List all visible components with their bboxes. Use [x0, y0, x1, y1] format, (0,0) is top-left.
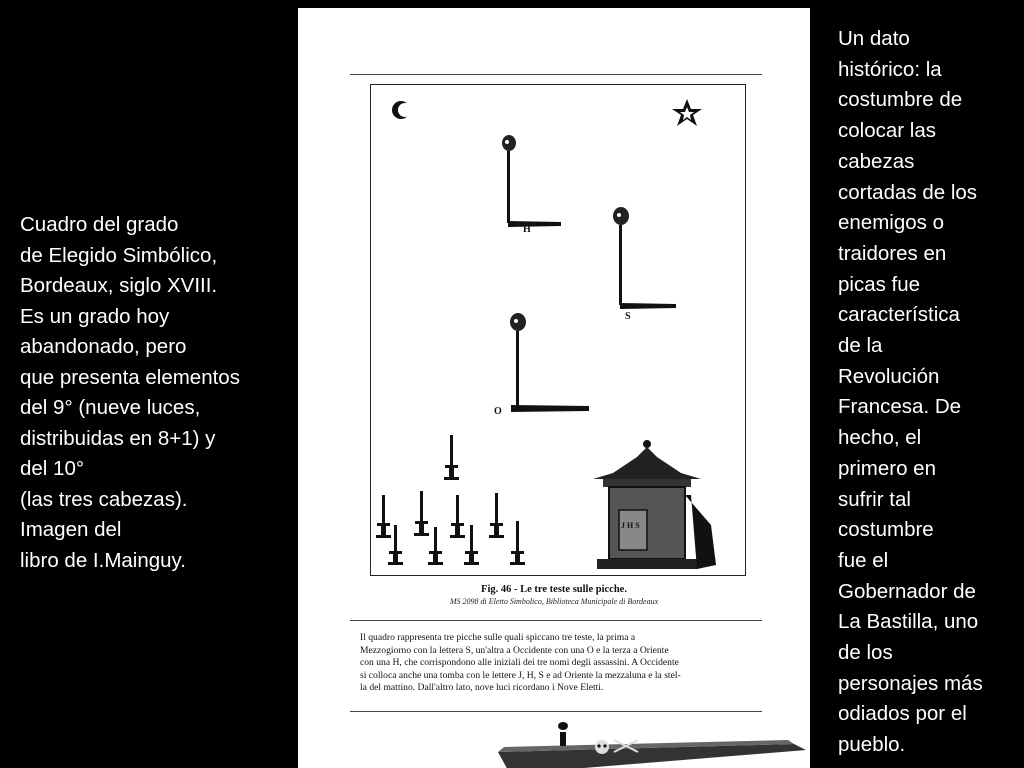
left-caption-line: distribuidas en 8+1) y: [20, 426, 216, 450]
candle: [464, 525, 479, 565]
left-caption-line: Bordeaux, siglo XVIII.: [20, 274, 218, 297]
right-caption-line: característica: [838, 303, 960, 327]
right-caption-line: personajes más: [838, 671, 983, 695]
right-caption-line: Francesa. De: [838, 395, 962, 419]
middle-rule: [350, 620, 762, 621]
left-caption-line: Es un grado hoy: [20, 304, 170, 328]
pike-letter-o: O: [494, 406, 502, 417]
candle: [489, 493, 504, 538]
morning-star-icon: [672, 99, 702, 126]
pike-letter-h: H: [523, 224, 531, 235]
body-line: la del mattino. Dall'altro lato, nove luci ricordano i Nove Eletti.: [360, 682, 604, 694]
right-caption-line: cabezas: [838, 149, 915, 173]
left-caption-line: que presenta elementos: [20, 365, 240, 389]
right-caption-line: de la: [838, 334, 883, 358]
right-caption-line: picas fue: [838, 272, 921, 296]
pike-letter-s: S: [625, 311, 631, 322]
pike-with-head-h: [502, 135, 561, 227]
right-caption: [838, 24, 1024, 761]
right-caption-line: La Bastilla, uno: [838, 610, 979, 634]
degree-tableau-figure: [370, 84, 746, 576]
right-caption-line: costumbre de: [838, 88, 963, 112]
right-caption-line: fue el: [838, 548, 889, 572]
right-caption-line: pueblo.: [838, 733, 906, 757]
nine-candles: [376, 435, 525, 565]
left-caption-line: Imagen del: [20, 518, 122, 541]
coffin-illustration: [488, 718, 808, 768]
left-caption: [20, 210, 300, 576]
left-caption-line: abandonado, pero: [20, 335, 187, 358]
candle: [376, 495, 391, 538]
right-caption-line: hecho, el: [838, 426, 922, 450]
candle: [428, 527, 443, 565]
candle: [444, 435, 459, 480]
candle: [450, 495, 465, 538]
right-caption-line: de los: [838, 641, 893, 665]
left-caption-line: Cuadro del grado: [20, 213, 179, 236]
left-caption-line: de Elegido Simbólico,: [20, 243, 218, 267]
right-caption-line: colocar las: [838, 119, 936, 143]
tableau-illustration: [371, 85, 745, 575]
pike-with-head-o: [510, 313, 589, 412]
right-caption-line: costumbre: [838, 518, 934, 542]
tomb-monument: [593, 440, 716, 569]
right-caption-line: odiados por el: [838, 702, 967, 726]
right-caption-line: Un dato: [838, 27, 910, 50]
candle: [510, 521, 525, 565]
pike-with-head-s: [613, 207, 676, 309]
candle: [388, 525, 403, 565]
body-line: Il quadro rappresenta tre picche sulle quali spiccano tre teste, la prima a: [360, 632, 636, 643]
right-caption-line: sufrir tal: [838, 487, 911, 511]
candle-on-coffin: [560, 732, 566, 746]
right-caption-line: enemigos o: [838, 211, 944, 235]
right-caption-line: traidores en: [838, 241, 947, 265]
book-page-scan: [298, 8, 810, 768]
candle: [414, 491, 429, 536]
right-caption-line: Gobernador de: [838, 579, 976, 603]
figure-source: MS 2098 di Eletto Simbolico, Biblioteca Municipale di Bordeaux: [449, 597, 659, 606]
page-body-text: [360, 632, 754, 695]
figure-caption: Fig. 46 - Le tre teste sulle picche.: [481, 584, 627, 595]
left-caption-line: del 10°: [20, 457, 85, 480]
tomb-letters: J H S: [621, 521, 640, 530]
body-line: con una H, che corrispondono alle iniziali dei tre nomi degli assassini. A Occidente: [360, 657, 679, 669]
crescent-moon-icon: [392, 101, 412, 119]
bottom-rule: [350, 711, 762, 712]
right-caption-line: histórico: la: [838, 57, 942, 81]
right-caption-line: cortadas de los: [838, 180, 978, 204]
right-caption-line: primero en: [838, 456, 936, 480]
left-caption-line: libro de I.Mainguy.: [20, 548, 186, 572]
left-caption-line: (las tres cabezas).: [20, 487, 188, 511]
right-caption-line: Revolución: [838, 364, 940, 388]
top-rule: [350, 74, 762, 75]
left-caption-line: del 9° (nueve luces,: [20, 396, 201, 419]
body-line: si colloca anche una tomba con le lettere J, H, S e ad Oriente la mezzaluna e la stel-: [360, 669, 681, 681]
body-line: Mezzogiorno con la lettera S, un'altra a Occidente con una O e la terza a Oriente: [360, 644, 669, 656]
